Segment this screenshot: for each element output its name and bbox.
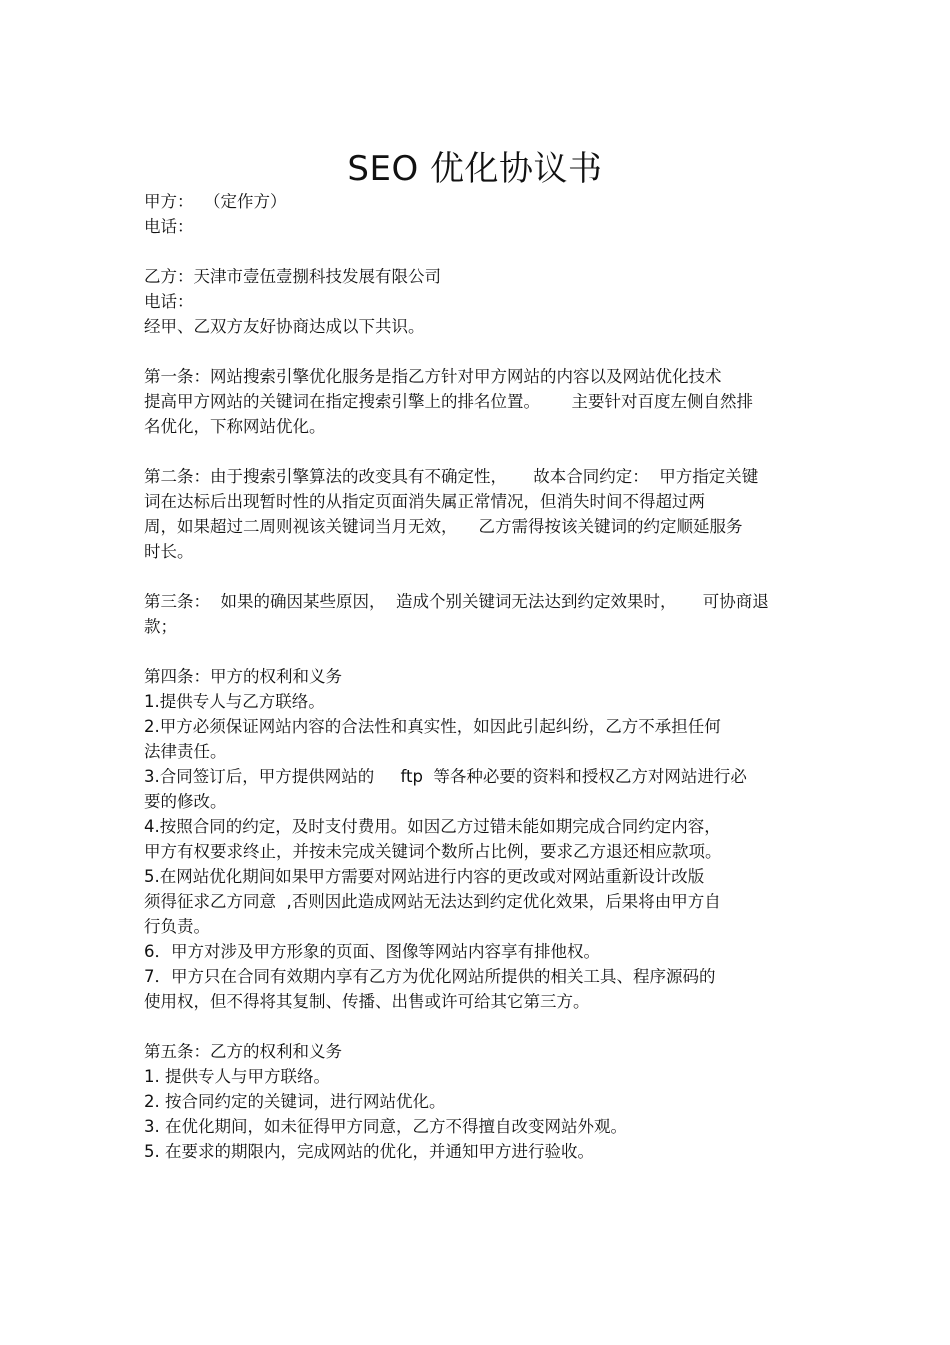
article5-item: 5. 在要求的期限内，完成网站的优化，并通知甲方进行验收。 bbox=[144, 1142, 594, 1161]
article2-line: 周，如果超过二周则视该关键词当月无效， 乙方需得按该关键词的约定顺延服务 bbox=[144, 517, 743, 536]
article4-item: 2.甲方必须保证网站内容的合法性和真实性，如因此引起纠纷，乙方不承担任何 bbox=[144, 717, 721, 736]
article4-item: 1.提供专人与乙方联络。 bbox=[144, 692, 325, 711]
article4-item: 5.在网站优化期间如果甲方需要对网站进行内容的更改或对网站重新设计改版 bbox=[144, 867, 705, 886]
spacer bbox=[144, 439, 814, 464]
article5-heading: 第五条：乙方的权利和义务 bbox=[144, 1042, 342, 1061]
spacer bbox=[144, 339, 814, 364]
spacer bbox=[144, 1014, 814, 1039]
party-b-phone: 电话： bbox=[144, 292, 194, 311]
article4-item: 法律责任。 bbox=[144, 742, 227, 761]
article5-item: 2. 按合同约定的关键词，进行网站优化。 bbox=[144, 1092, 446, 1111]
article4-item: 行负责。 bbox=[144, 917, 210, 936]
article4-item: 甲方有权要求终止，并按未完成关键词个数所占比例，要求乙方退还相应款项。 bbox=[144, 842, 722, 861]
article4-item: 要的修改。 bbox=[144, 792, 227, 811]
article5-item: 3. 在优化期间，如未征得甲方同意，乙方不得擅自改变网站外观。 bbox=[144, 1117, 627, 1136]
article1-line: 名优化，下称网站优化。 bbox=[144, 417, 326, 436]
article4-item: 4.按照合同的约定，及时支付费用。如因乙方过错未能如期完成合同约定内容， bbox=[144, 817, 721, 836]
article4-heading: 第四条：甲方的权利和义务 bbox=[144, 667, 342, 686]
article1-line: 第一条：网站搜索引擎优化服务是指乙方针对甲方网站的内容以及网站优化技术 bbox=[144, 367, 722, 386]
spacer bbox=[144, 564, 814, 589]
article4-item: 3.合同签订后，甲方提供网站的 ftp 等各种必要的资料和授权乙方对网站进行必 bbox=[144, 767, 747, 786]
spacer bbox=[144, 639, 814, 664]
article4-item: 须得征求乙方同意 ,否则因此造成网站无法达到约定优化效果，后果将由甲方自 bbox=[144, 892, 721, 911]
article2-line: 时长。 bbox=[144, 542, 194, 561]
consensus-line: 经甲、乙双方友好协商达成以下共识。 bbox=[144, 317, 425, 336]
party-a-phone: 电话： bbox=[144, 217, 194, 236]
article4-item: 6．甲方对涉及甲方形象的页面、图像等网站内容享有排他权。 bbox=[144, 942, 600, 961]
article1-line: 提高甲方网站的关键词在指定搜索引擎上的排名位置。 主要针对百度左侧自然排 bbox=[144, 392, 753, 411]
party-a-line: 甲方： （定作方） bbox=[144, 192, 287, 211]
party-b-line: 乙方：天津市壹伍壹捌科技发展有限公司 bbox=[144, 267, 441, 286]
document-body bbox=[144, 189, 814, 1164]
article2-line: 第二条：由于搜索引擎算法的改变具有不确定性， 故本合同约定： 甲方指定关键 bbox=[144, 467, 759, 486]
article5-item: 1. 提供专人与甲方联络。 bbox=[144, 1067, 330, 1086]
article2-line: 词在达标后出现暂时性的从指定页面消失属正常情况，但消失时间不得超过两 bbox=[144, 492, 705, 511]
spacer bbox=[144, 239, 814, 264]
article4-item: 7．甲方只在合同有效期内享有乙方为优化网站所提供的相关工具、程序源码的 bbox=[144, 967, 716, 986]
article4-item: 使用权，但不得将其复制、传播、出售或许可给其它第三方。 bbox=[144, 992, 590, 1011]
document-title: SEO 优化协议书 bbox=[347, 148, 603, 189]
article3-line: 第三条： 如果的确因某些原因， 造成个别关键词无法达到约定效果时， 可协商退 bbox=[144, 592, 769, 611]
article3-line: 款； bbox=[144, 617, 177, 636]
